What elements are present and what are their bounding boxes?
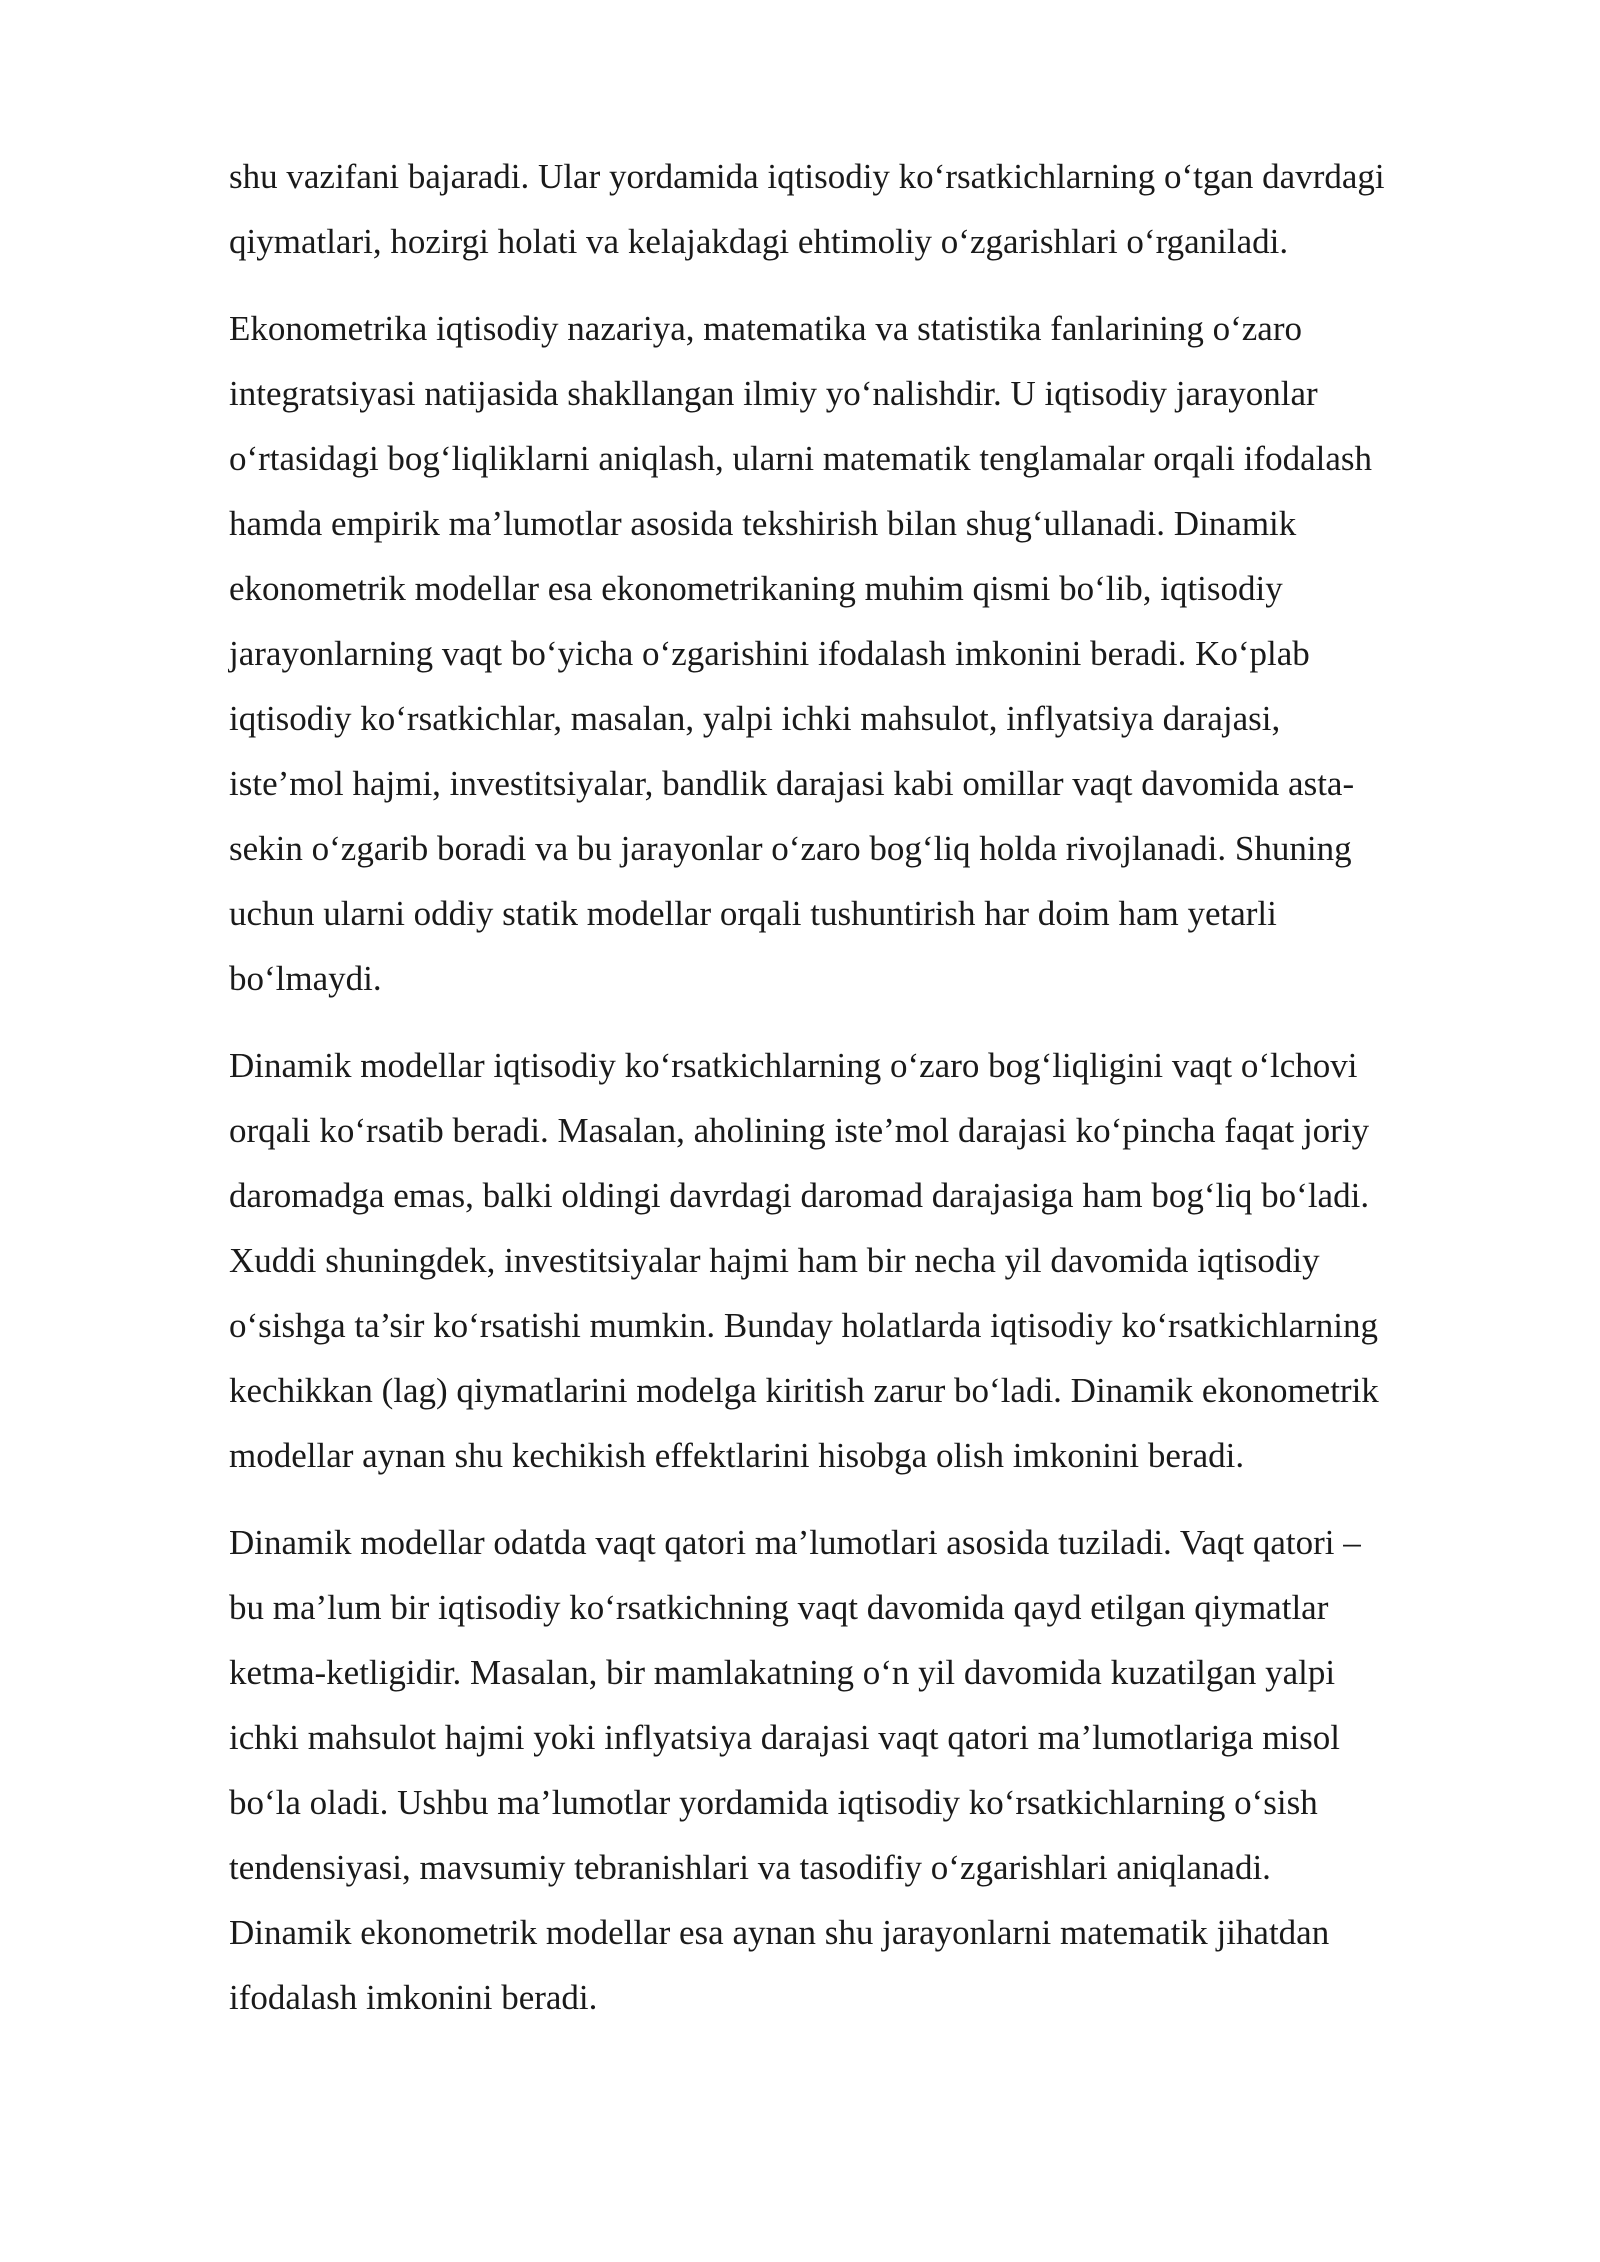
text-line: bo‘la oladi. Ushbu ma’lumotlar yordamida iqtisodiy ko‘rsatkichlarning o‘sish <box>229 1783 1318 1822</box>
paragraph-1 <box>229 144 1479 274</box>
text-line: ekonometrik modellar esa ekonometrikaning muhim qismi bo‘lib, iqtisodiy <box>229 569 1283 608</box>
text-line: Xuddi shuningdek, investitsiyalar hajmi ham bir necha yil davomida iqtisodiy <box>229 1241 1320 1280</box>
paragraph-3 <box>229 1033 1479 1488</box>
document-page <box>229 144 1479 2052</box>
text-line: Ekonometrika iqtisodiy nazariya, matematika va statistika fanlarining o‘zaro <box>229 309 1302 348</box>
text-line: uchun ularni oddiy statik modellar orqali tushuntirish har doim ham yetarli <box>229 894 1277 933</box>
text-line: ifodalash imkonini beradi. <box>229 1978 598 2017</box>
text-line: o‘sishga ta’sir ko‘rsatishi mumkin. Bunday holatlarda iqtisodiy ko‘rsatkichlarning <box>229 1306 1378 1345</box>
text-line: sekin o‘zgarib boradi va bu jarayonlar o‘zaro bog‘liq holda rivojlanadi. Shuning <box>229 829 1352 868</box>
text-line: hamda empirik ma’lumotlar asosida tekshirish bilan shug‘ullanadi. Dinamik <box>229 504 1297 543</box>
text-line: modellar aynan shu kechikish effektlarini hisobga olish imkonini beradi. <box>229 1436 1245 1475</box>
text-line: qiymatlari, hozirgi holati va kelajakdagi ehtimoliy o‘zgarishlari o‘rganiladi. <box>229 222 1289 261</box>
text-line: Dinamik modellar iqtisodiy ko‘rsatkichlarning o‘zaro bog‘liqligini vaqt o‘lchovi <box>229 1046 1358 1085</box>
text-line: jarayonlarning vaqt bo‘yicha o‘zgarishini ifodalash imkonini beradi. Ko‘plab <box>229 634 1310 673</box>
text-line: daromadga emas, balki oldingi davrdagi daromad darajasiga ham bog‘liq bo‘ladi. <box>229 1176 1370 1215</box>
text-line: bu ma’lum bir iqtisodiy ko‘rsatkichning vaqt davomida qayd etilgan qiymatlar <box>229 1588 1329 1627</box>
text-line: iqtisodiy ko‘rsatkichlar, masalan, yalpi ichki mahsulot, inflyatsiya darajasi, <box>229 699 1281 738</box>
text-line: ketma-ketligidir. Masalan, bir mamlakatning o‘n yil davomida kuzatilgan yalpi <box>229 1653 1336 1692</box>
text-line: Dinamik ekonometrik modellar esa aynan shu jarayonlarni matematik jihatdan <box>229 1913 1330 1952</box>
paragraph-4 <box>229 1510 1479 2030</box>
text-line: ichki mahsulot hajmi yoki inflyatsiya darajasi vaqt qatori ma’lumotlariga misol <box>229 1718 1341 1757</box>
text-line: tendensiyasi, mavsumiy tebranishlari va tasodifiy o‘zgarishlari aniqlanadi. <box>229 1848 1271 1887</box>
text-line: integratsiyasi natijasida shakllangan ilmiy yo‘nalishdir. U iqtisodiy jarayonlar <box>229 374 1318 413</box>
text-line: bo‘lmaydi. <box>229 959 382 998</box>
text-line: iste’mol hajmi, investitsiyalar, bandlik darajasi kabi omillar vaqt davomida asta- <box>229 764 1355 803</box>
text-line: orqali ko‘rsatib beradi. Masalan, aholining iste’mol darajasi ko‘pincha faqat joriy <box>229 1111 1370 1150</box>
text-line: kechikkan (lag) qiymatlarini modelga kiritish zarur bo‘ladi. Dinamik ekonometrik <box>229 1371 1379 1410</box>
text-line: Dinamik modellar odatda vaqt qatori ma’lumotlari asosida tuziladi. Vaqt qatori – <box>229 1523 1361 1562</box>
text-line: o‘rtasidagi bog‘liqliklarni aniqlash, ularni matematik tenglamalar orqali ifodalash <box>229 439 1372 478</box>
paragraph-2 <box>229 296 1479 1011</box>
text-line: shu vazifani bajaradi. Ular yordamida iqtisodiy ko‘rsatkichlarning o‘tgan davrdagi <box>229 157 1385 196</box>
